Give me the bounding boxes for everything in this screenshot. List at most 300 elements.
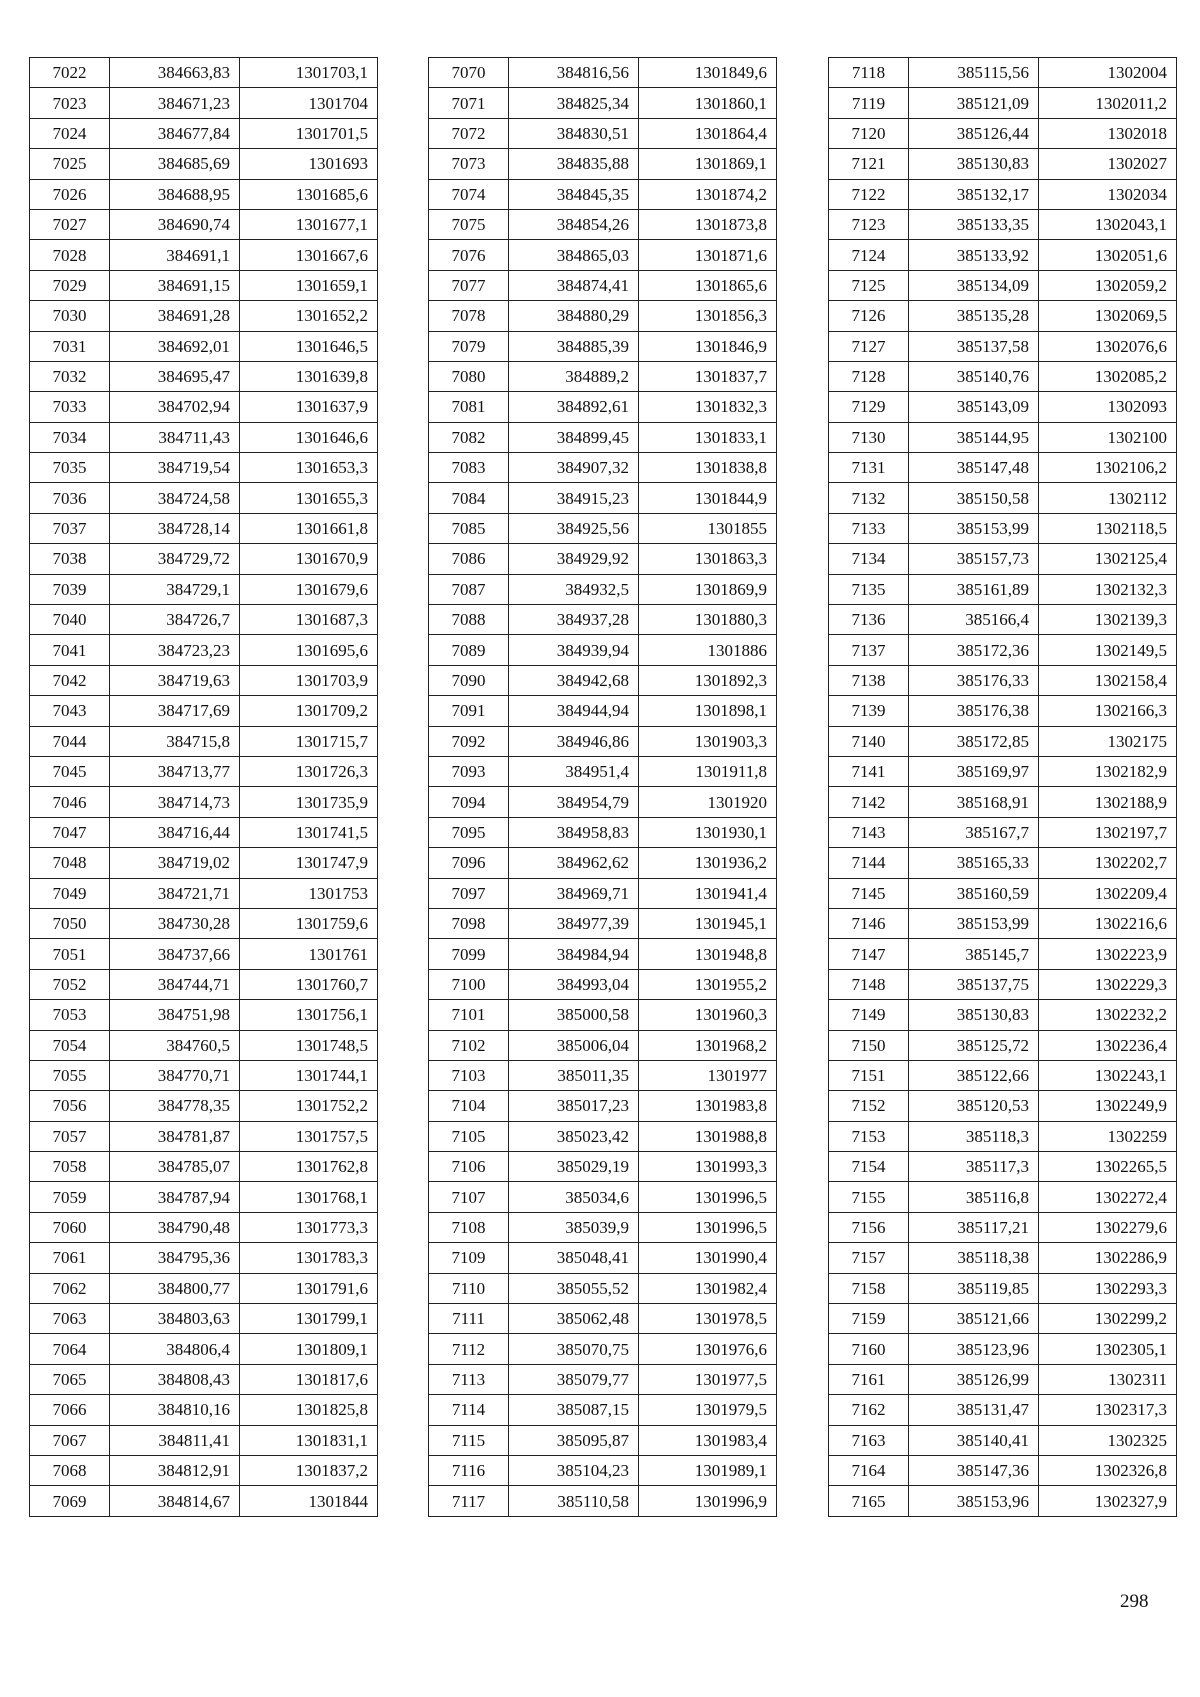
point-number-cell: 7033 xyxy=(30,392,110,422)
x-coordinate-cell: 384808,43 xyxy=(110,1364,240,1394)
point-number-cell: 7132 xyxy=(829,483,909,513)
x-coordinate-cell: 384714,73 xyxy=(110,787,240,817)
table-row xyxy=(30,817,378,847)
point-number-cell: 7098 xyxy=(429,908,509,938)
point-number-cell: 7081 xyxy=(429,392,509,422)
y-coordinate-cell: 1302106,2 xyxy=(1039,453,1177,483)
point-number-cell: 7086 xyxy=(429,544,509,574)
table-row xyxy=(429,1273,777,1303)
x-coordinate-cell: 384929,92 xyxy=(509,544,639,574)
table-row xyxy=(829,544,1177,574)
x-coordinate-cell: 384874,41 xyxy=(509,270,639,300)
x-coordinate-cell: 384677,84 xyxy=(110,118,240,148)
x-coordinate-cell: 384865,03 xyxy=(509,240,639,270)
y-coordinate-cell: 1302069,5 xyxy=(1039,301,1177,331)
x-coordinate-cell: 384719,54 xyxy=(110,453,240,483)
point-number-cell: 7051 xyxy=(30,939,110,969)
table-row xyxy=(829,635,1177,665)
x-coordinate-cell: 385137,75 xyxy=(909,969,1039,999)
point-number-cell: 7149 xyxy=(829,1000,909,1030)
point-number-cell: 7066 xyxy=(30,1395,110,1425)
table-row xyxy=(429,817,777,847)
x-coordinate-cell: 384692,01 xyxy=(110,331,240,361)
x-coordinate-cell: 384715,8 xyxy=(110,726,240,756)
point-number-cell: 7103 xyxy=(429,1060,509,1090)
x-coordinate-cell: 385115,56 xyxy=(909,58,1039,88)
table-row xyxy=(429,392,777,422)
y-coordinate-cell: 1301753 xyxy=(240,878,378,908)
y-coordinate-cell: 1302243,1 xyxy=(1039,1060,1177,1090)
point-number-cell: 7120 xyxy=(829,118,909,148)
table-row xyxy=(429,1000,777,1030)
point-number-cell: 7095 xyxy=(429,817,509,847)
y-coordinate-cell: 1301886 xyxy=(639,635,777,665)
point-number-cell: 7042 xyxy=(30,665,110,695)
y-coordinate-cell: 1302175 xyxy=(1039,726,1177,756)
table-row xyxy=(30,149,378,179)
x-coordinate-cell: 385110,58 xyxy=(509,1486,639,1516)
y-coordinate-cell: 1302051,6 xyxy=(1039,240,1177,270)
x-coordinate-cell: 385134,09 xyxy=(909,270,1039,300)
table-row xyxy=(829,848,1177,878)
point-number-cell: 7102 xyxy=(429,1030,509,1060)
x-coordinate-cell: 384814,67 xyxy=(110,1486,240,1516)
x-coordinate-cell: 384937,28 xyxy=(509,605,639,635)
x-coordinate-cell: 385176,33 xyxy=(909,665,1039,695)
point-number-cell: 7027 xyxy=(30,209,110,239)
y-coordinate-cell: 1302305,1 xyxy=(1039,1334,1177,1364)
x-coordinate-cell: 385029,19 xyxy=(509,1152,639,1182)
x-coordinate-cell: 385118,38 xyxy=(909,1243,1039,1273)
y-coordinate-cell: 1302229,3 xyxy=(1039,969,1177,999)
x-coordinate-cell: 385006,04 xyxy=(509,1030,639,1060)
point-number-cell: 7125 xyxy=(829,270,909,300)
x-coordinate-cell: 385168,91 xyxy=(909,787,1039,817)
y-coordinate-cell: 1301661,8 xyxy=(240,513,378,543)
point-number-cell: 7070 xyxy=(429,58,509,88)
table-row xyxy=(429,149,777,179)
x-coordinate-cell: 385144,95 xyxy=(909,422,1039,452)
x-coordinate-cell: 384803,63 xyxy=(110,1304,240,1334)
y-coordinate-cell: 1301930,1 xyxy=(639,817,777,847)
point-number-cell: 7053 xyxy=(30,1000,110,1030)
table-row xyxy=(829,665,1177,695)
x-coordinate-cell: 385000,58 xyxy=(509,1000,639,1030)
x-coordinate-cell: 384760,5 xyxy=(110,1030,240,1060)
x-coordinate-cell: 385055,52 xyxy=(509,1273,639,1303)
x-coordinate-cell: 384751,98 xyxy=(110,1000,240,1030)
y-coordinate-cell: 1302076,6 xyxy=(1039,331,1177,361)
y-coordinate-cell: 1302325 xyxy=(1039,1425,1177,1455)
table-row xyxy=(429,1455,777,1485)
table-row xyxy=(30,696,378,726)
point-number-cell: 7115 xyxy=(429,1425,509,1455)
y-coordinate-cell: 1301873,8 xyxy=(639,209,777,239)
y-coordinate-cell: 1301869,1 xyxy=(639,149,777,179)
y-coordinate-cell: 1302197,7 xyxy=(1039,817,1177,847)
table-row xyxy=(30,1425,378,1455)
point-number-cell: 7060 xyxy=(30,1212,110,1242)
table-row xyxy=(829,1334,1177,1364)
x-coordinate-cell: 385143,09 xyxy=(909,392,1039,422)
x-coordinate-cell: 384717,69 xyxy=(110,696,240,726)
point-number-cell: 7073 xyxy=(429,149,509,179)
y-coordinate-cell: 1302286,9 xyxy=(1039,1243,1177,1273)
point-number-cell: 7128 xyxy=(829,361,909,391)
table-row xyxy=(30,270,378,300)
table-row xyxy=(829,58,1177,88)
x-coordinate-cell: 384811,41 xyxy=(110,1425,240,1455)
y-coordinate-cell: 1301849,6 xyxy=(639,58,777,88)
point-number-cell: 7032 xyxy=(30,361,110,391)
point-number-cell: 7076 xyxy=(429,240,509,270)
point-number-cell: 7058 xyxy=(30,1152,110,1182)
y-coordinate-cell: 1301757,5 xyxy=(240,1121,378,1151)
x-coordinate-cell: 385123,96 xyxy=(909,1334,1039,1364)
y-coordinate-cell: 1302249,9 xyxy=(1039,1091,1177,1121)
table-row xyxy=(829,605,1177,635)
point-number-cell: 7163 xyxy=(829,1425,909,1455)
y-coordinate-cell: 1301855 xyxy=(639,513,777,543)
y-coordinate-cell: 1301988,8 xyxy=(639,1121,777,1151)
point-number-cell: 7083 xyxy=(429,453,509,483)
table-row xyxy=(30,1455,378,1485)
y-coordinate-cell: 1302027 xyxy=(1039,149,1177,179)
x-coordinate-cell: 384889,2 xyxy=(509,361,639,391)
x-coordinate-cell: 384663,83 xyxy=(110,58,240,88)
table-row xyxy=(829,908,1177,938)
x-coordinate-cell: 384781,87 xyxy=(110,1121,240,1151)
y-coordinate-cell: 1301832,3 xyxy=(639,392,777,422)
y-coordinate-cell: 1301864,4 xyxy=(639,118,777,148)
table-row xyxy=(30,513,378,543)
table-row xyxy=(429,1486,777,1516)
table-row xyxy=(429,1121,777,1151)
point-number-cell: 7036 xyxy=(30,483,110,513)
y-coordinate-cell: 1301655,3 xyxy=(240,483,378,513)
y-coordinate-cell: 1301979,5 xyxy=(639,1395,777,1425)
table-row xyxy=(429,1334,777,1364)
y-coordinate-cell: 1301948,8 xyxy=(639,939,777,969)
x-coordinate-cell: 385034,6 xyxy=(509,1182,639,1212)
y-coordinate-cell: 1301898,1 xyxy=(639,696,777,726)
table-row xyxy=(829,1395,1177,1425)
point-number-cell: 7075 xyxy=(429,209,509,239)
x-coordinate-cell: 384993,04 xyxy=(509,969,639,999)
point-number-cell: 7119 xyxy=(829,88,909,118)
point-number-cell: 7061 xyxy=(30,1243,110,1273)
y-coordinate-cell: 1301825,8 xyxy=(240,1395,378,1425)
table-row xyxy=(429,1060,777,1090)
y-coordinate-cell: 1301783,3 xyxy=(240,1243,378,1273)
table-row xyxy=(30,1304,378,1334)
x-coordinate-cell: 384691,15 xyxy=(110,270,240,300)
point-number-cell: 7156 xyxy=(829,1212,909,1242)
x-coordinate-cell: 384806,4 xyxy=(110,1334,240,1364)
x-coordinate-cell: 385133,92 xyxy=(909,240,1039,270)
x-coordinate-cell: 384721,71 xyxy=(110,878,240,908)
table-row xyxy=(829,1212,1177,1242)
table-row xyxy=(829,878,1177,908)
table-row xyxy=(30,726,378,756)
point-number-cell: 7062 xyxy=(30,1273,110,1303)
point-number-cell: 7057 xyxy=(30,1121,110,1151)
x-coordinate-cell: 384984,94 xyxy=(509,939,639,969)
point-number-cell: 7092 xyxy=(429,726,509,756)
y-coordinate-cell: 1301709,2 xyxy=(240,696,378,726)
y-coordinate-cell: 1301667,6 xyxy=(240,240,378,270)
point-number-cell: 7082 xyxy=(429,422,509,452)
table-row xyxy=(429,1152,777,1182)
x-coordinate-cell: 385132,17 xyxy=(909,179,1039,209)
y-coordinate-cell: 1302232,2 xyxy=(1039,1000,1177,1030)
table-row xyxy=(429,179,777,209)
table-row xyxy=(429,422,777,452)
x-coordinate-cell: 385130,83 xyxy=(909,149,1039,179)
table-row xyxy=(829,1243,1177,1273)
table-row xyxy=(30,1243,378,1273)
x-coordinate-cell: 384854,26 xyxy=(509,209,639,239)
point-number-cell: 7026 xyxy=(30,179,110,209)
y-coordinate-cell: 1301646,6 xyxy=(240,422,378,452)
table-row xyxy=(829,88,1177,118)
y-coordinate-cell: 1301809,1 xyxy=(240,1334,378,1364)
table-row xyxy=(429,1030,777,1060)
y-coordinate-cell: 1301726,3 xyxy=(240,756,378,786)
point-number-cell: 7054 xyxy=(30,1030,110,1060)
y-coordinate-cell: 1301880,3 xyxy=(639,605,777,635)
x-coordinate-cell: 384737,66 xyxy=(110,939,240,969)
y-coordinate-cell: 1301679,6 xyxy=(240,574,378,604)
table-row xyxy=(30,1000,378,1030)
table-row xyxy=(30,878,378,908)
x-coordinate-cell: 384810,16 xyxy=(110,1395,240,1425)
y-coordinate-cell: 1302132,3 xyxy=(1039,574,1177,604)
x-coordinate-cell: 384691,28 xyxy=(110,301,240,331)
y-coordinate-cell: 1302223,9 xyxy=(1039,939,1177,969)
point-number-cell: 7130 xyxy=(829,422,909,452)
point-number-cell: 7150 xyxy=(829,1030,909,1060)
table-row xyxy=(429,88,777,118)
table-row xyxy=(829,179,1177,209)
point-number-cell: 7072 xyxy=(429,118,509,148)
x-coordinate-cell: 384770,71 xyxy=(110,1060,240,1090)
y-coordinate-cell: 1301646,5 xyxy=(240,331,378,361)
x-coordinate-cell: 384835,88 xyxy=(509,149,639,179)
x-coordinate-cell: 384946,86 xyxy=(509,726,639,756)
x-coordinate-cell: 385023,42 xyxy=(509,1121,639,1151)
y-coordinate-cell: 1302085,2 xyxy=(1039,361,1177,391)
point-number-cell: 7034 xyxy=(30,422,110,452)
table-row xyxy=(829,1486,1177,1516)
point-number-cell: 7110 xyxy=(429,1273,509,1303)
point-number-cell: 7065 xyxy=(30,1364,110,1394)
x-coordinate-cell: 385172,85 xyxy=(909,726,1039,756)
x-coordinate-cell: 385140,76 xyxy=(909,361,1039,391)
table-row xyxy=(829,1000,1177,1030)
x-coordinate-cell: 384925,56 xyxy=(509,513,639,543)
x-coordinate-cell: 384899,45 xyxy=(509,422,639,452)
x-coordinate-cell: 384695,47 xyxy=(110,361,240,391)
x-coordinate-cell: 385125,72 xyxy=(909,1030,1039,1060)
y-coordinate-cell: 1301762,8 xyxy=(240,1152,378,1182)
y-coordinate-cell: 1301996,9 xyxy=(639,1486,777,1516)
x-coordinate-cell: 385117,3 xyxy=(909,1152,1039,1182)
point-number-cell: 7162 xyxy=(829,1395,909,1425)
y-coordinate-cell: 1302059,2 xyxy=(1039,270,1177,300)
y-coordinate-cell: 1302166,3 xyxy=(1039,696,1177,726)
point-number-cell: 7024 xyxy=(30,118,110,148)
point-number-cell: 7056 xyxy=(30,1091,110,1121)
point-number-cell: 7122 xyxy=(829,179,909,209)
y-coordinate-cell: 1301687,3 xyxy=(240,605,378,635)
point-number-cell: 7108 xyxy=(429,1212,509,1242)
x-coordinate-cell: 384719,02 xyxy=(110,848,240,878)
x-coordinate-cell: 384724,58 xyxy=(110,483,240,513)
coordinate-table-3 xyxy=(828,57,1177,1517)
point-number-cell: 7165 xyxy=(829,1486,909,1516)
table-row xyxy=(429,605,777,635)
x-coordinate-cell: 385150,58 xyxy=(909,483,1039,513)
point-number-cell: 7111 xyxy=(429,1304,509,1334)
x-coordinate-cell: 385153,96 xyxy=(909,1486,1039,1516)
y-coordinate-cell: 1302317,3 xyxy=(1039,1395,1177,1425)
y-coordinate-cell: 1301945,1 xyxy=(639,908,777,938)
table-row xyxy=(829,1091,1177,1121)
point-number-cell: 7023 xyxy=(30,88,110,118)
y-coordinate-cell: 1301911,8 xyxy=(639,756,777,786)
point-number-cell: 7078 xyxy=(429,301,509,331)
point-number-cell: 7153 xyxy=(829,1121,909,1151)
point-number-cell: 7048 xyxy=(30,848,110,878)
table-row xyxy=(829,118,1177,148)
table-row xyxy=(30,756,378,786)
x-coordinate-cell: 385095,87 xyxy=(509,1425,639,1455)
point-number-cell: 7084 xyxy=(429,483,509,513)
table-row xyxy=(429,1364,777,1394)
point-number-cell: 7134 xyxy=(829,544,909,574)
y-coordinate-cell: 1301701,5 xyxy=(240,118,378,148)
x-coordinate-cell: 385017,23 xyxy=(509,1091,639,1121)
table-row xyxy=(829,939,1177,969)
point-number-cell: 7097 xyxy=(429,878,509,908)
y-coordinate-cell: 1301993,3 xyxy=(639,1152,777,1182)
point-number-cell: 7148 xyxy=(829,969,909,999)
point-number-cell: 7090 xyxy=(429,665,509,695)
y-coordinate-cell: 1302125,4 xyxy=(1039,544,1177,574)
point-number-cell: 7126 xyxy=(829,301,909,331)
point-number-cell: 7047 xyxy=(30,817,110,847)
table-row xyxy=(30,848,378,878)
point-number-cell: 7136 xyxy=(829,605,909,635)
point-number-cell: 7099 xyxy=(429,939,509,969)
x-coordinate-cell: 384825,34 xyxy=(509,88,639,118)
y-coordinate-cell: 1301639,8 xyxy=(240,361,378,391)
y-coordinate-cell: 1301693 xyxy=(240,149,378,179)
point-number-cell: 7079 xyxy=(429,331,509,361)
y-coordinate-cell: 1301837,2 xyxy=(240,1455,378,1485)
x-coordinate-cell: 384729,1 xyxy=(110,574,240,604)
x-coordinate-cell: 384795,36 xyxy=(110,1243,240,1273)
y-coordinate-cell: 1301977,5 xyxy=(639,1364,777,1394)
y-coordinate-cell: 1302259 xyxy=(1039,1121,1177,1151)
table-row xyxy=(829,361,1177,391)
x-coordinate-cell: 385048,41 xyxy=(509,1243,639,1273)
point-number-cell: 7046 xyxy=(30,787,110,817)
point-number-cell: 7080 xyxy=(429,361,509,391)
point-number-cell: 7040 xyxy=(30,605,110,635)
y-coordinate-cell: 1301703,1 xyxy=(240,58,378,88)
x-coordinate-cell: 384716,44 xyxy=(110,817,240,847)
point-number-cell: 7101 xyxy=(429,1000,509,1030)
table-row xyxy=(429,453,777,483)
x-coordinate-cell: 384730,28 xyxy=(110,908,240,938)
table-row xyxy=(30,392,378,422)
x-coordinate-cell: 385147,36 xyxy=(909,1455,1039,1485)
table-row xyxy=(429,726,777,756)
table-row xyxy=(429,240,777,270)
y-coordinate-cell: 1301977 xyxy=(639,1060,777,1090)
y-coordinate-cell: 1301704 xyxy=(240,88,378,118)
point-number-cell: 7146 xyxy=(829,908,909,938)
y-coordinate-cell: 1301759,6 xyxy=(240,908,378,938)
point-number-cell: 7096 xyxy=(429,848,509,878)
x-coordinate-cell: 385131,47 xyxy=(909,1395,1039,1425)
y-coordinate-cell: 1301846,9 xyxy=(639,331,777,361)
point-number-cell: 7158 xyxy=(829,1273,909,1303)
y-coordinate-cell: 1301983,8 xyxy=(639,1091,777,1121)
table-row xyxy=(829,1152,1177,1182)
y-coordinate-cell: 1301844,9 xyxy=(639,483,777,513)
y-coordinate-cell: 1302236,4 xyxy=(1039,1030,1177,1060)
y-coordinate-cell: 1302100 xyxy=(1039,422,1177,452)
x-coordinate-cell: 384744,71 xyxy=(110,969,240,999)
point-number-cell: 7140 xyxy=(829,726,909,756)
x-coordinate-cell: 385153,99 xyxy=(909,908,1039,938)
point-number-cell: 7112 xyxy=(429,1334,509,1364)
y-coordinate-cell: 1301892,3 xyxy=(639,665,777,695)
table-row xyxy=(30,1030,378,1060)
table-row xyxy=(30,908,378,938)
y-coordinate-cell: 1301760,7 xyxy=(240,969,378,999)
point-number-cell: 7077 xyxy=(429,270,509,300)
table-row xyxy=(30,1212,378,1242)
table-row xyxy=(30,574,378,604)
table-row xyxy=(30,331,378,361)
x-coordinate-cell: 384723,23 xyxy=(110,635,240,665)
point-number-cell: 7124 xyxy=(829,240,909,270)
point-number-cell: 7105 xyxy=(429,1121,509,1151)
x-coordinate-cell: 385140,41 xyxy=(909,1425,1039,1455)
x-coordinate-cell: 384785,07 xyxy=(110,1152,240,1182)
y-coordinate-cell: 1302216,6 xyxy=(1039,908,1177,938)
x-coordinate-cell: 385120,53 xyxy=(909,1091,1039,1121)
x-coordinate-cell: 385122,66 xyxy=(909,1060,1039,1090)
x-coordinate-cell: 385121,09 xyxy=(909,88,1039,118)
table-row xyxy=(429,696,777,726)
y-coordinate-cell: 1301869,9 xyxy=(639,574,777,604)
x-coordinate-cell: 384907,32 xyxy=(509,453,639,483)
point-number-cell: 7091 xyxy=(429,696,509,726)
point-number-cell: 7085 xyxy=(429,513,509,543)
point-number-cell: 7068 xyxy=(30,1455,110,1485)
x-coordinate-cell: 385087,15 xyxy=(509,1395,639,1425)
y-coordinate-cell: 1302011,2 xyxy=(1039,88,1177,118)
x-coordinate-cell: 385118,3 xyxy=(909,1121,1039,1151)
point-number-cell: 7151 xyxy=(829,1060,909,1090)
x-coordinate-cell: 384685,69 xyxy=(110,149,240,179)
x-coordinate-cell: 385104,23 xyxy=(509,1455,639,1485)
